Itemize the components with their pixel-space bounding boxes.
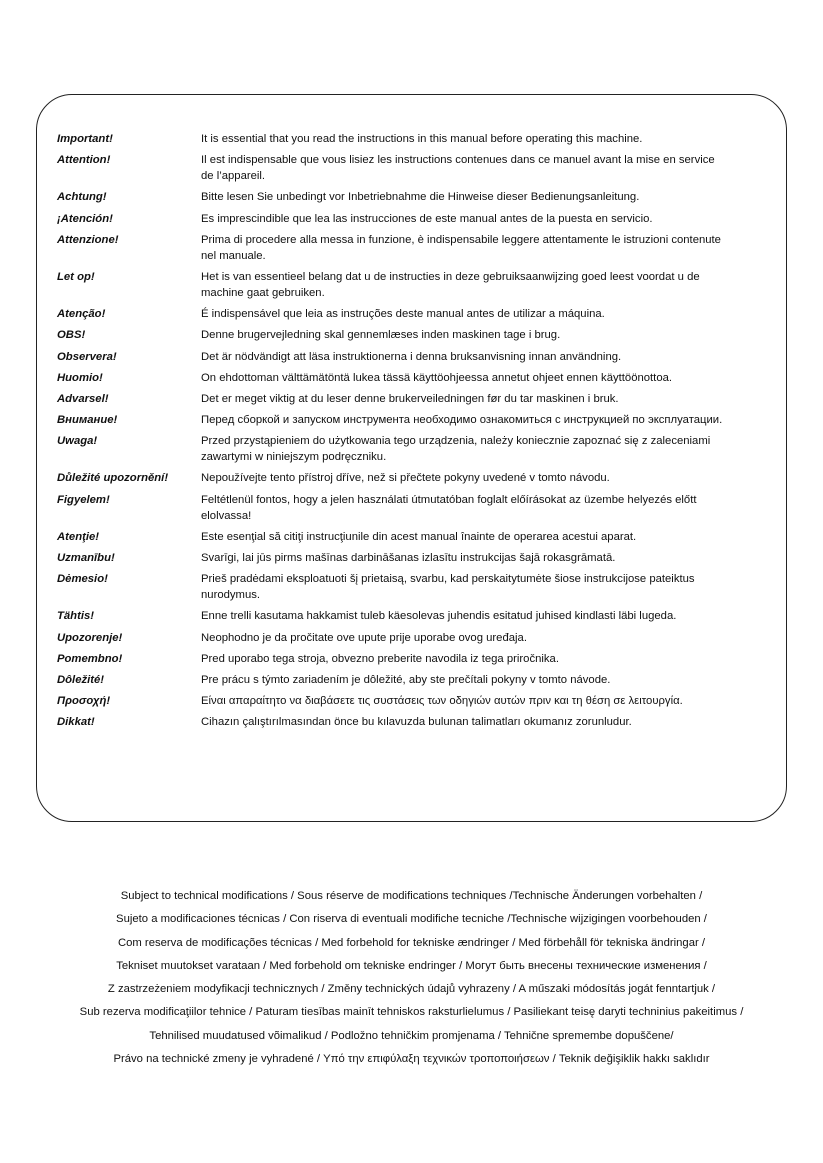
warning-row (37, 672, 786, 688)
warning-text (201, 492, 786, 524)
warning-row (37, 306, 786, 322)
warning-text (201, 529, 786, 545)
warning-text-line: Neophodno je da pročitate ove upute prije uporabe ovog uređaja. (201, 631, 527, 644)
warning-term: Tähtis! (57, 610, 95, 623)
warning-row (37, 630, 786, 646)
warning-text-line: Det är nödvändigt att läsa instruktionerna i denna bruksanvisning innan användning. (201, 350, 622, 363)
footer-line: Právo na technické zmeny je vyhradené / Υπό την επιφύλαξη τεχνικών τροποποιήσεων / Teknik değişiklik hakkı saklıdır (113, 1053, 710, 1066)
warning-text (201, 349, 786, 365)
warning-text (201, 608, 786, 624)
warning-term: Προσοχή! (57, 695, 111, 708)
warning-text-line: It is essential that you read the instructions in this manual before operating this machine. (201, 133, 643, 145)
warning-term: Figyelem! (57, 493, 110, 506)
warning-row (37, 651, 786, 667)
warning-text-line: elolvassa! (201, 509, 252, 522)
warning-text (201, 232, 786, 264)
warning-text (201, 630, 786, 646)
warning-row (37, 269, 786, 301)
warning-term: Advarsel! (57, 392, 109, 405)
warning-text (201, 693, 786, 709)
warning-text (201, 651, 786, 667)
warning-text (201, 189, 786, 205)
warning-row (37, 529, 786, 545)
warning-row (37, 470, 786, 486)
warning-text-line: Pred uporabo tega stroja, obvezno preberite navodila iz tega priročnika. (201, 652, 559, 665)
warning-text-line: Enne trelli kasutama hakkamist tuleb käesolevas juhendis esitatud juhised kindlasti läbi lugeda. (201, 610, 677, 623)
warning-text-line: Prieš pradėdami eksploatuoti šį prietaisą, svarbu, kad perskaitytumėte šiose instrukcijose pateiktus (201, 573, 695, 586)
warning-row (37, 349, 786, 365)
warning-text-line: Denne brugervejledning skal gennemlæses inden maskinen tage i brug. (201, 329, 561, 342)
warning-term: Atenţie! (57, 530, 100, 543)
warning-text-line: É indispensável que leia as instruções deste manual antes de utilizar a máquina. (201, 308, 605, 321)
warning-text (201, 391, 786, 407)
warning-text-line: de l’appareil. (201, 170, 266, 183)
warning-term: Upozorenje! (57, 631, 123, 644)
warning-row (37, 412, 786, 428)
footer-line: Sub rezerva modificaţiilor tehnice / Paturam tiesības mainīt tehniskos raksturlielumus / Pasiliekant teisę daryti techninius pakeitimus / (79, 1006, 744, 1019)
warning-term: Dikkat! (57, 716, 95, 729)
warning-text-line: Este esenţial să citiţi instrucţiunile din acest manual înainte de operarea acestui aparat. (201, 530, 637, 543)
warning-term: Attenzione! (57, 233, 119, 246)
warning-row (37, 693, 786, 709)
warning-text-line: Cihazın çalıştırılmasından önce bu kılavuzda bulunan talimatları okumanız zorunludur. (201, 716, 632, 729)
warning-term: Uwaga! (57, 435, 98, 448)
modifications-footer (0, 885, 823, 1071)
warning-row (37, 152, 786, 184)
warning-row (37, 327, 786, 343)
footer-line: Subject to technical modifications / Sous réserve de modifications techniques /Technische Änderungen vorbehalten / (120, 890, 703, 902)
warning-text (201, 550, 786, 566)
warning-text (201, 152, 786, 184)
warning-term: Důležité upozornění! (57, 472, 169, 485)
warning-text (201, 131, 786, 147)
warning-text-line: Det er meget viktig at du leser denne brukerveiledningen før du tar maskinen i bruk. (201, 392, 619, 405)
warning-text-line: nurodymus. (201, 589, 261, 602)
warning-term: Important! (57, 133, 113, 145)
warning-text-line: Feltétlenül fontos, hogy a jelen használati útmutatóban foglalt előírásokat az üzembe helyezés előtt (201, 493, 697, 506)
warning-row (37, 131, 786, 147)
warning-term: Observera! (57, 350, 117, 363)
warning-row (37, 211, 786, 227)
warning-text-line: Bitte lesen Sie unbedingt vor Inbetriebnahme die Hinweise dieser Bedienungsanleitung. (201, 191, 640, 204)
warning-text-line: Nepoužívejte tento přístroj dříve, než si přečtete pokyny uvedené v tomto návodu. (201, 472, 610, 485)
warning-text (201, 714, 786, 730)
warning-text (201, 306, 786, 322)
warning-text-line: Svarīgi, lai jūs pirms mašīnas darbināšanas izlasītu instrukcijas šajā rokasgrāmatā. (201, 552, 616, 564)
warning-term: ¡Atención! (57, 212, 113, 225)
warning-text (201, 672, 786, 688)
footer-line: Z zastrzeżeniem modyfikacji technicznych / Změny technických údajů vyhrazeny / A műszaki módosítás jogát fenntartjuk / (107, 983, 716, 996)
warning-term: Uzmanību! (57, 552, 115, 564)
warning-row (37, 391, 786, 407)
warning-term: Achtung! (57, 191, 107, 204)
warning-row (37, 232, 786, 264)
warning-text-line: Przed przystąpieniem do użytkowania tego urządzenia, należy koniecznie zapoznać się z zaleceniami (201, 435, 711, 448)
warning-text-line: Είναι απαραίτητο να διαβάσετε τις συστάσεις των οδηγιών αυτών πριν και τη θέση σε λειτουργία. (201, 695, 683, 708)
warning-text (201, 571, 786, 603)
warning-text-line: Es imprescindible que lea las instrucciones de este manual antes de la puesta en servicio. (201, 212, 653, 225)
warning-row (37, 714, 786, 730)
warning-text-line: nel manuale. (201, 249, 266, 262)
warning-text-line: Il est indispensable que vous lisiez les instructions contenues dans ce manuel avant la mise en service (201, 154, 715, 167)
warning-term: Huomio! (57, 371, 103, 384)
warning-box (36, 94, 787, 822)
warning-text-line: Pre prácu s týmto zariadením je dôležité, aby ste prečítali pokyny v tomto návode. (201, 673, 611, 686)
warning-text (201, 327, 786, 343)
warning-text-line: On ehdottoman välttämätöntä lukea tässä käyttöohjeessa annetut ohjeet ennen käyttöönottoa. (201, 371, 673, 384)
warning-row (37, 571, 786, 603)
warning-text-line: Перед сборкой и запуском инструмента необходимо ознакомиться с инструкцией по эксплуатации. (201, 414, 723, 427)
warning-row (37, 492, 786, 524)
footer-line: Sujeto a modificaciones técnicas / Con riserva di eventuali modifiche tecniche /Technische wijzigingen voorbehouden / (116, 913, 707, 926)
warning-row (37, 189, 786, 205)
warning-text (201, 412, 786, 428)
warning-term: Dôležité! (57, 673, 105, 686)
warning-row (37, 433, 786, 465)
warning-row (37, 370, 786, 386)
warning-term: Atenção! (57, 308, 106, 321)
warning-term: Let op! (57, 270, 95, 283)
warning-row (37, 608, 786, 624)
warning-row (37, 550, 786, 566)
warning-list (37, 131, 786, 730)
footer-line: Tehnilised muudatused võimalikud / Podložno tehničkim promjenama / Tehnične spremembe dopuščene/ (149, 1029, 674, 1042)
warning-term: OBS! (57, 329, 86, 342)
warning-text (201, 433, 786, 465)
warning-text-line: machine gaat gebruiken. (201, 286, 325, 299)
footer-line: Tekniset muutokset varataan / Med forbehold om tekniske endringer / Могут быть внесены технические изменения / (116, 959, 707, 972)
warning-term: Attention! (57, 154, 111, 167)
warning-term: Pomembno! (57, 652, 123, 665)
warning-term: Внимание! (57, 414, 118, 427)
warning-text-line: Het is van essentieel belang dat u de instructies in deze gebruiksaanwijzing goed leest voordat u de (201, 270, 700, 283)
warning-term: Dėmesio! (57, 573, 108, 586)
warning-text (201, 370, 786, 386)
warning-text-line: zawartymi w niniejszym podręczniku. (201, 451, 387, 464)
warning-text (201, 470, 786, 486)
warning-text (201, 269, 786, 301)
warning-text-line: Prima di procedere alla messa in funzione, è indispensabile leggere attentamente le istruzioni contenute (201, 233, 721, 246)
warning-text (201, 211, 786, 227)
footer-line: Com reserva de modificações técnicas / Med forbehold for tekniske ændringer / Med förbehåll för tekniska ändringar / (117, 936, 706, 949)
